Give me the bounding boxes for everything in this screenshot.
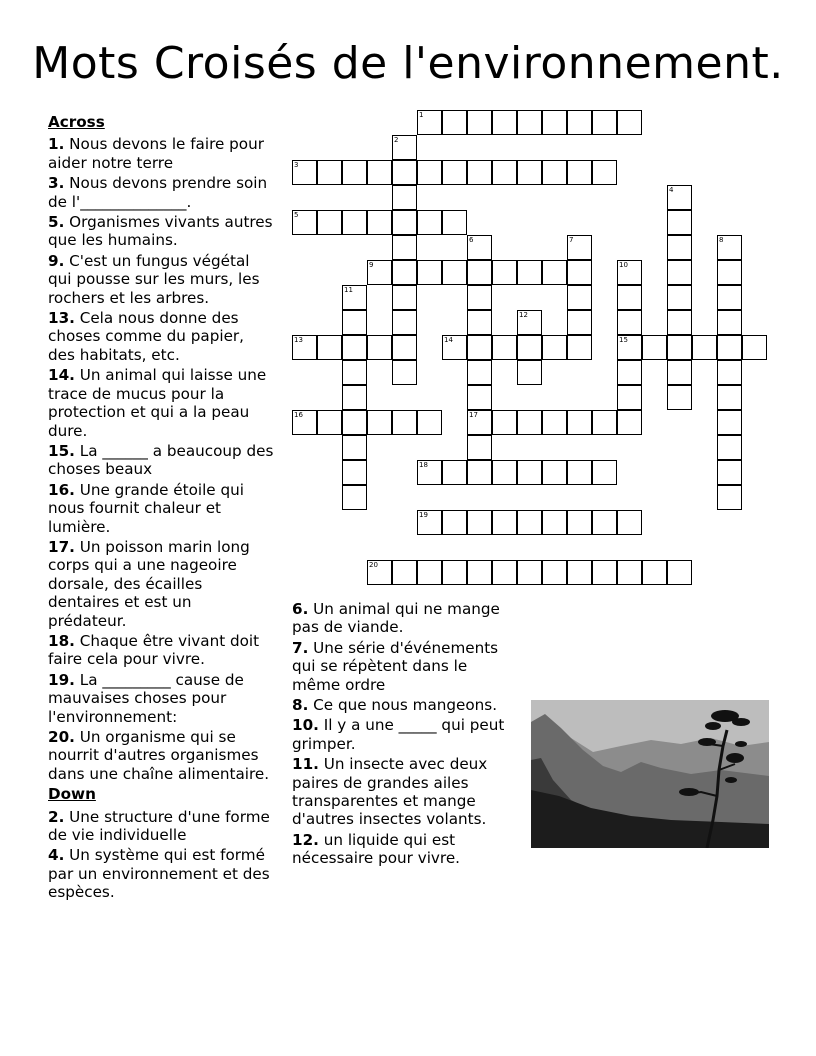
grid-cell[interactable] <box>417 410 442 435</box>
grid-cell[interactable] <box>717 285 742 310</box>
grid-cell[interactable] <box>667 310 692 335</box>
grid-cell[interactable] <box>492 510 517 535</box>
clue-number: 16. <box>48 480 75 499</box>
grid-cell[interactable] <box>667 560 692 585</box>
clue-number: 7. <box>292 638 309 657</box>
grid-cell[interactable] <box>617 410 642 435</box>
cell-number: 19 <box>419 511 428 519</box>
clue-number: 14. <box>48 366 75 385</box>
cell-number: 8 <box>719 236 724 244</box>
down-heading: Down <box>48 785 96 804</box>
grid-cell[interactable] <box>417 210 442 235</box>
grid-cell[interactable] <box>567 560 592 585</box>
grid-cell[interactable] <box>667 210 692 235</box>
grid-cell[interactable] <box>342 160 367 185</box>
grid-cell[interactable] <box>517 460 542 485</box>
clue-number: 13. <box>48 309 75 328</box>
grid-cell[interactable] <box>367 210 392 235</box>
grid-cell[interactable] <box>342 435 367 460</box>
grid-cell[interactable] <box>492 260 517 285</box>
cell-number: 3 <box>294 161 299 169</box>
clue-number: 20. <box>48 728 75 746</box>
clue-number: 12. <box>292 830 319 849</box>
clue-down-12 <box>292 831 506 868</box>
clue-text: Un organisme qui se nourrit d'autres organismes dans une chaîne alimentaire. <box>48 728 270 783</box>
clue-text: Cela nous donne des choses comme du papier, des habitats, etc. <box>48 309 244 364</box>
grid-cell[interactable] <box>442 210 467 235</box>
grid-cell[interactable] <box>742 335 767 360</box>
clue-down-7 <box>292 639 506 694</box>
cell-number: 16 <box>294 411 303 419</box>
grid-cell[interactable] <box>567 510 592 535</box>
grid-cell[interactable] <box>342 410 367 435</box>
grid-cell[interactable] <box>567 410 592 435</box>
clue-number: 2. <box>48 807 65 826</box>
clue-down-8 <box>292 696 506 714</box>
grid-cell[interactable] <box>467 560 492 585</box>
clue-text: un liquide qui est nécessaire pour vivre. <box>292 830 461 868</box>
grid-cell[interactable] <box>467 335 492 360</box>
grid-cell[interactable] <box>567 160 592 185</box>
clue-text: La ______ a beaucoup des choses beaux <box>48 441 274 479</box>
grid-cell[interactable] <box>592 410 617 435</box>
grid-cell[interactable] <box>417 460 442 485</box>
grid-cell[interactable] <box>617 285 642 310</box>
cell-number: 11 <box>344 286 353 294</box>
grid-cell[interactable] <box>317 335 342 360</box>
grid-cell[interactable] <box>317 210 342 235</box>
grid-cell[interactable] <box>292 160 317 185</box>
grid-cell[interactable] <box>367 410 392 435</box>
cell-number: 5 <box>294 211 299 219</box>
cell-number: 12 <box>519 311 528 319</box>
grid-cell[interactable] <box>467 260 492 285</box>
grid-cell[interactable] <box>592 460 617 485</box>
clue-down-10 <box>292 716 506 753</box>
grid-cell[interactable] <box>317 160 342 185</box>
clue-text: Un poisson marin long corps qui a une nageoire dorsale, des écailles dentaires et est un prédateur. <box>48 537 250 630</box>
clue-number: 10. <box>292 716 319 735</box>
clue-text: Un animal qui ne mange pas de viande. <box>292 600 500 637</box>
grid-cell[interactable] <box>392 235 417 260</box>
grid-cell[interactable] <box>417 110 442 135</box>
clue-number: 15. <box>48 441 75 460</box>
grid-cell[interactable] <box>667 285 692 310</box>
grid-cell[interactable] <box>617 360 642 385</box>
cell-number: 7 <box>569 236 574 244</box>
grid-cell[interactable] <box>567 335 592 360</box>
cell-number: 14 <box>444 336 453 344</box>
grid-cell[interactable] <box>717 435 742 460</box>
grid-cell[interactable] <box>392 160 417 185</box>
clue-number: 3. <box>48 174 65 193</box>
grid-cell[interactable] <box>542 410 567 435</box>
cell-number: 18 <box>419 461 428 469</box>
grid-cell[interactable] <box>592 560 617 585</box>
grid-cell[interactable] <box>517 510 542 535</box>
grid-cell[interactable] <box>367 560 392 585</box>
grid-cell[interactable] <box>392 135 417 160</box>
grid-cell[interactable] <box>717 360 742 385</box>
clue-down-11 <box>292 755 506 829</box>
grid-cell[interactable] <box>392 285 417 310</box>
grid-cell[interactable] <box>617 385 642 410</box>
clue-number: 5. <box>48 213 65 232</box>
grid-cell[interactable] <box>642 335 667 360</box>
grid-cell[interactable] <box>292 410 317 435</box>
cell-number: 20 <box>369 561 378 569</box>
grid-cell[interactable] <box>417 160 442 185</box>
grid-cell[interactable] <box>517 160 542 185</box>
clue-text: Chaque être vivant doit faire cela pour vivre. <box>48 631 260 669</box>
clue-text: Un insecte avec deux paires de grandes ailes transparentes et mange d'autres insectes volants. <box>292 755 488 829</box>
grid-cell[interactable] <box>492 560 517 585</box>
grid-cell[interactable] <box>442 335 467 360</box>
clue-text: Ce que nous mangeons. <box>313 696 498 715</box>
clue-number: 11. <box>292 755 319 774</box>
grid-cell[interactable] <box>567 310 592 335</box>
landscape-illustration <box>531 700 769 848</box>
grid-cell[interactable] <box>367 260 392 285</box>
grid-cell[interactable] <box>567 110 592 135</box>
clue-text: C'est un fungus végétal qui pousse sur les murs, les rochers et les arbres. <box>48 251 260 307</box>
grid-cell[interactable] <box>317 410 342 435</box>
grid-cell[interactable] <box>517 335 542 360</box>
cell-number: 15 <box>619 336 628 344</box>
grid-cell[interactable] <box>417 510 442 535</box>
grid-cell[interactable] <box>442 110 467 135</box>
grid-cell[interactable] <box>667 260 692 285</box>
cell-number: 4 <box>669 186 674 194</box>
clue-number: 8. <box>292 696 309 715</box>
clue-down-2 <box>48 808 274 845</box>
grid-cell[interactable] <box>492 460 517 485</box>
grid-cell[interactable] <box>342 285 367 310</box>
grid-cell[interactable] <box>467 435 492 460</box>
grid-cell[interactable] <box>542 510 567 535</box>
clue-number: 1. <box>48 135 65 154</box>
cell-number: 17 <box>469 411 478 419</box>
clue-across-18 <box>48 632 274 669</box>
grid-cell[interactable] <box>517 560 542 585</box>
clues-right-column <box>292 600 506 870</box>
grid-cell[interactable] <box>717 460 742 485</box>
clue-number: 19. <box>48 670 75 689</box>
grid-cell[interactable] <box>342 460 367 485</box>
grid-cell[interactable] <box>617 510 642 535</box>
cell-number: 1 <box>419 111 424 119</box>
grid-cell[interactable] <box>667 360 692 385</box>
grid-cell[interactable] <box>392 260 417 285</box>
clue-text: Nous devons prendre soin de l'______________. <box>48 174 268 211</box>
cell-number: 13 <box>294 336 303 344</box>
grid-cell[interactable] <box>467 360 492 385</box>
grid-cell[interactable] <box>542 560 567 585</box>
grid-cell[interactable] <box>492 160 517 185</box>
grid-cell[interactable] <box>617 110 642 135</box>
grid-cell[interactable] <box>467 110 492 135</box>
clue-across-20 <box>48 728 274 783</box>
grid-cell[interactable] <box>617 560 642 585</box>
grid-cell[interactable] <box>342 335 367 360</box>
cell-number: 6 <box>469 236 474 244</box>
cell-number: 2 <box>394 136 399 144</box>
grid-cell[interactable] <box>492 410 517 435</box>
grid-cell[interactable] <box>592 510 617 535</box>
grid-cell[interactable] <box>492 110 517 135</box>
grid-cell[interactable] <box>717 485 742 510</box>
grid-cell[interactable] <box>467 385 492 410</box>
clue-text: Un système qui est formé par un environnement et des espèces. <box>48 846 270 902</box>
grid-cell[interactable] <box>617 260 642 285</box>
grid-cell[interactable] <box>567 260 592 285</box>
clue-number: 17. <box>48 537 75 556</box>
grid-cell[interactable] <box>417 560 442 585</box>
grid-cell[interactable] <box>717 335 742 360</box>
grid-cell[interactable] <box>517 260 542 285</box>
grid-cell[interactable] <box>717 310 742 335</box>
grid-cell[interactable] <box>442 510 467 535</box>
grid-cell[interactable] <box>692 335 717 360</box>
grid-cell[interactable] <box>367 335 392 360</box>
grid-cell[interactable] <box>517 360 542 385</box>
grid-cell[interactable] <box>717 410 742 435</box>
grid-cell[interactable] <box>667 185 692 210</box>
grid-cell[interactable] <box>542 160 567 185</box>
clue-number: 4. <box>48 846 65 865</box>
cell-number: 9 <box>369 261 374 269</box>
grid-cell[interactable] <box>467 160 492 185</box>
grid-cell[interactable] <box>367 160 392 185</box>
grid-cell[interactable] <box>292 335 317 360</box>
grid-cell[interactable] <box>342 210 367 235</box>
clue-text: Une série d'événements qui se répètent dans le même ordre <box>292 638 499 694</box>
grid-cell[interactable] <box>592 160 617 185</box>
page-title: Mots Croisés de l'environnement. <box>32 38 784 89</box>
grid-cell[interactable] <box>442 260 467 285</box>
clue-down-6 <box>292 600 506 637</box>
grid-cell[interactable] <box>417 260 442 285</box>
grid-cell[interactable] <box>567 235 592 260</box>
grid-cell[interactable] <box>517 310 542 335</box>
cell-number: 10 <box>619 261 628 269</box>
clue-text: Organismes vivants autres que les humains. <box>48 213 273 250</box>
grid-cell[interactable] <box>467 235 492 260</box>
grid-cell[interactable] <box>492 335 517 360</box>
clue-text: Un animal qui laisse une trace de mucus pour la protection et qui a la peau dure. <box>48 366 267 440</box>
grid-cell[interactable] <box>467 410 492 435</box>
grid-cell[interactable] <box>442 560 467 585</box>
grid-cell[interactable] <box>567 285 592 310</box>
clue-number: 6. <box>292 600 309 618</box>
grid-cell[interactable] <box>467 285 492 310</box>
across-heading: Across <box>48 113 105 131</box>
grid-cell[interactable] <box>667 335 692 360</box>
clue-text: Nous devons le faire pour aider notre terre <box>48 135 264 172</box>
grid-cell[interactable] <box>392 335 417 360</box>
grid-cell[interactable] <box>592 110 617 135</box>
grid-cell[interactable] <box>542 110 567 135</box>
grid-cell[interactable] <box>617 335 642 360</box>
grid-cell[interactable] <box>467 510 492 535</box>
grid-cell[interactable] <box>442 460 467 485</box>
grid-cell[interactable] <box>542 260 567 285</box>
grid-cell[interactable] <box>717 235 742 260</box>
grid-cell[interactable] <box>517 410 542 435</box>
clue-number: 9. <box>48 251 65 270</box>
grid-cell[interactable] <box>342 485 367 510</box>
clue-across-19 <box>48 671 274 726</box>
grid-cell[interactable] <box>342 360 367 385</box>
grid-cell[interactable] <box>667 235 692 260</box>
grid-cell[interactable] <box>292 210 317 235</box>
grid-cell[interactable] <box>342 385 367 410</box>
grid-cell[interactable] <box>667 385 692 410</box>
clue-text: La _________ cause de mauvaises choses pour l'environnement: <box>48 670 244 726</box>
grid-cell[interactable] <box>642 560 667 585</box>
clue-number: 18. <box>48 631 75 650</box>
clue-text: Une structure d'une forme de vie individuelle <box>48 807 270 845</box>
clue-text: Une grande étoile qui nous fournit chaleur et lumière. <box>48 480 244 536</box>
grid-cell[interactable] <box>567 460 592 485</box>
grid-cell[interactable] <box>392 210 417 235</box>
grid-cell[interactable] <box>467 310 492 335</box>
grid-cell[interactable] <box>517 110 542 135</box>
grid-cell[interactable] <box>392 410 417 435</box>
grid-cell[interactable] <box>342 310 367 335</box>
grid-cell[interactable] <box>392 360 417 385</box>
grid-cell[interactable] <box>467 460 492 485</box>
grid-cell[interactable] <box>542 460 567 485</box>
grid-cell[interactable] <box>442 160 467 185</box>
grid-cell[interactable] <box>617 310 642 335</box>
grid-cell[interactable] <box>717 385 742 410</box>
clue-text: Il y a une _____ qui peut grimper. <box>292 716 505 753</box>
grid-cell[interactable] <box>717 260 742 285</box>
grid-cell[interactable] <box>392 310 417 335</box>
grid-cell[interactable] <box>392 185 417 210</box>
grid-cell[interactable] <box>542 335 567 360</box>
grid-cell[interactable] <box>392 560 417 585</box>
clue-down-4 <box>48 846 274 901</box>
